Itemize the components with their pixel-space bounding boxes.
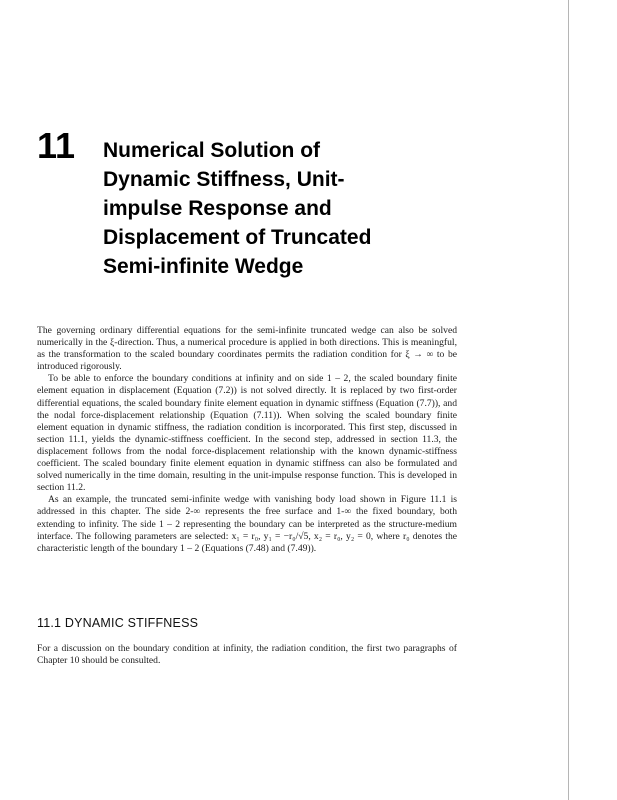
chapter-title-line: Semi-infinite Wedge <box>103 255 304 278</box>
chapter-intro-text <box>37 325 457 555</box>
paragraph: The governing ordinary differential equations for the semi-infinite truncated wedge can also be solved numerically in the ξ-direction. Thus, a numerical procedure is applied in both directions. This is meaningful, as the transformation to the scaled boundary coordinates permits the radiation condition for ξ → ∞ to be introduced rigorously. <box>37 325 457 373</box>
section-body-text <box>37 643 457 667</box>
chapter-title-line: Dynamic Stiffness, Unit- <box>103 168 345 191</box>
chapter-title-line: Numerical Solution of <box>103 139 321 162</box>
chapter-title-line: Displacement of Truncated <box>103 226 372 249</box>
paragraph: To be able to enforce the boundary conditions at infinity and on side 1 – 2, the scaled boundary finite element equation in displacement (Equation (7.2)) is not solved directly. It is replaced by two first-order differential equations, the scaled boundary finite element equation in dynamic stiffness (Equation (7.7)), and the nodal force-displacement relationship (Equation (7.11)). When solving the scaled boundary finite element equation in dynamic stiffness, the radiation condition is incorporated. This first step, discussed in section 11.1, yields the dynamic-stiffness coefficient. In the second step, addressed in section 11.3, the displacement follows from the nodal force-displacement relationship with the known dynamic-stiffness coefficient. The scaled boundary finite element equation in dynamic stiffness can also be formulated and solved numerically in the time domain, resulting in the unit-impulse response function. This is developed in section 11.2. <box>37 373 457 494</box>
section-heading: 11.1 DYNAMIC STIFFNESS <box>37 616 199 630</box>
viewer-margin <box>569 0 617 800</box>
paragraph: For a discussion on the boundary condition at infinity, the radiation condition, the first two paragraphs of Chapter 10 should be consulted. <box>37 643 457 667</box>
chapter-title-line: impulse Response and <box>103 197 332 220</box>
chapter-title <box>103 136 473 281</box>
chapter-number: 11 <box>37 125 76 166</box>
paragraph: As an example, the truncated semi-infinite wedge with vanishing body load shown in Figure 11.1 is addressed in this chapter. The side 2-∞ represents the free surface and 1-∞ the fixed boundary, both extending to infinity. The side 1 – 2 representing the boundary can be interpreted as the structure-medium interface. The following parameters are selected: x₁ = r₀, y₁ = −r₀/√5, x₂ = r₀, y₂ = 0, where r₀ denotes the characteristic length of the boundary 1 – 2 (Equations (7.48) and (7.49)). <box>37 494 457 554</box>
